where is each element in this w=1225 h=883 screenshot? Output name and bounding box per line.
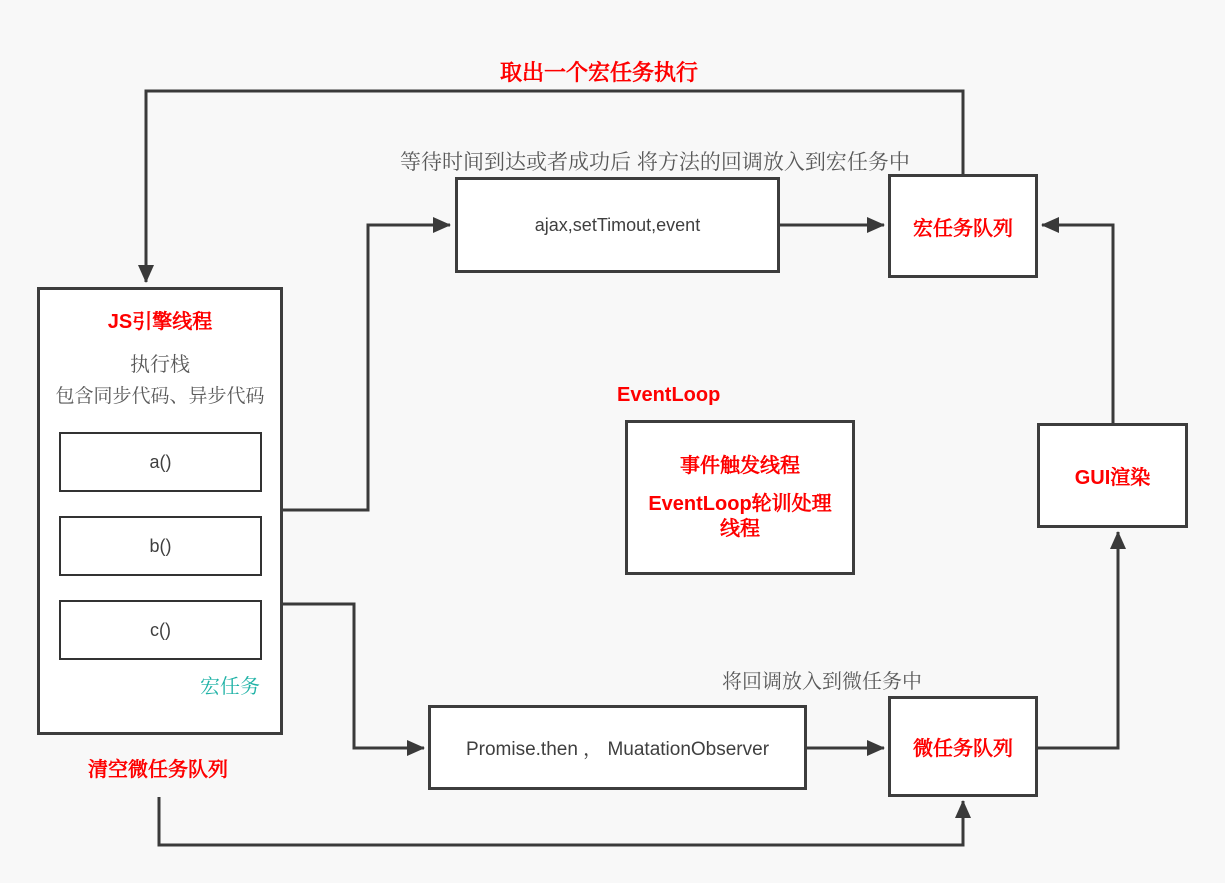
micro-task-queue-box: [888, 696, 1038, 797]
stack-frame-c: c(): [59, 600, 262, 660]
arrow-js-to-promise: [283, 604, 424, 748]
label-clear-micro-queue: 清空微任务队列: [88, 759, 228, 781]
eventloop-polling-thread-label: EventLoop轮训处理线程: [648, 492, 832, 540]
arrow-clear-to-micro-queue: [159, 797, 963, 845]
ajax-settimeout-event-box: [455, 177, 780, 273]
gui-render-label: GUI渲染: [1074, 467, 1151, 489]
stack-frame-b: b(): [59, 516, 262, 576]
label-put-micro-callback: 将回调放入到微任务中: [722, 671, 922, 693]
js-engine-thread-box: [37, 287, 283, 735]
promise-box-label: Promise.then ， MuatationObserver: [465, 739, 770, 760]
promise-mutationobserver-box: [428, 705, 807, 790]
arrow-gui-to-macro-queue: [1042, 225, 1113, 423]
ajax-box-label: ajax,setTimout,event: [534, 214, 701, 235]
macro-queue-label: 宏任务队列: [913, 217, 1013, 240]
gui-render-box: [1037, 423, 1188, 528]
stack-frame-a: a(): [59, 432, 262, 492]
js-engine-title: JS引擎线程: [107, 311, 213, 333]
label-take-macro-task: 取出一个宏任务执行: [499, 60, 698, 85]
micro-queue-label: 微任务队列: [913, 738, 1013, 760]
arrow-micro-queue-to-gui: [1038, 532, 1118, 748]
label-wait-macro-callback: 等待时间到达或者成功后 将方法的回调放入到宏任务中: [400, 151, 910, 174]
event-trigger-thread-label: 事件触发线程: [680, 454, 800, 477]
macro-task-queue-box: [888, 174, 1038, 278]
label-eventloop-title: EventLoop: [617, 384, 721, 406]
arrow-js-to-ajax: [283, 225, 450, 510]
macro-task-tag: 宏任务: [200, 676, 260, 698]
js-engine-subtitle-stack: 执行栈: [130, 354, 190, 376]
js-engine-subtitle-code: 包含同步代码、异步代码: [55, 386, 265, 407]
eventloop-thread-box: [625, 420, 855, 575]
